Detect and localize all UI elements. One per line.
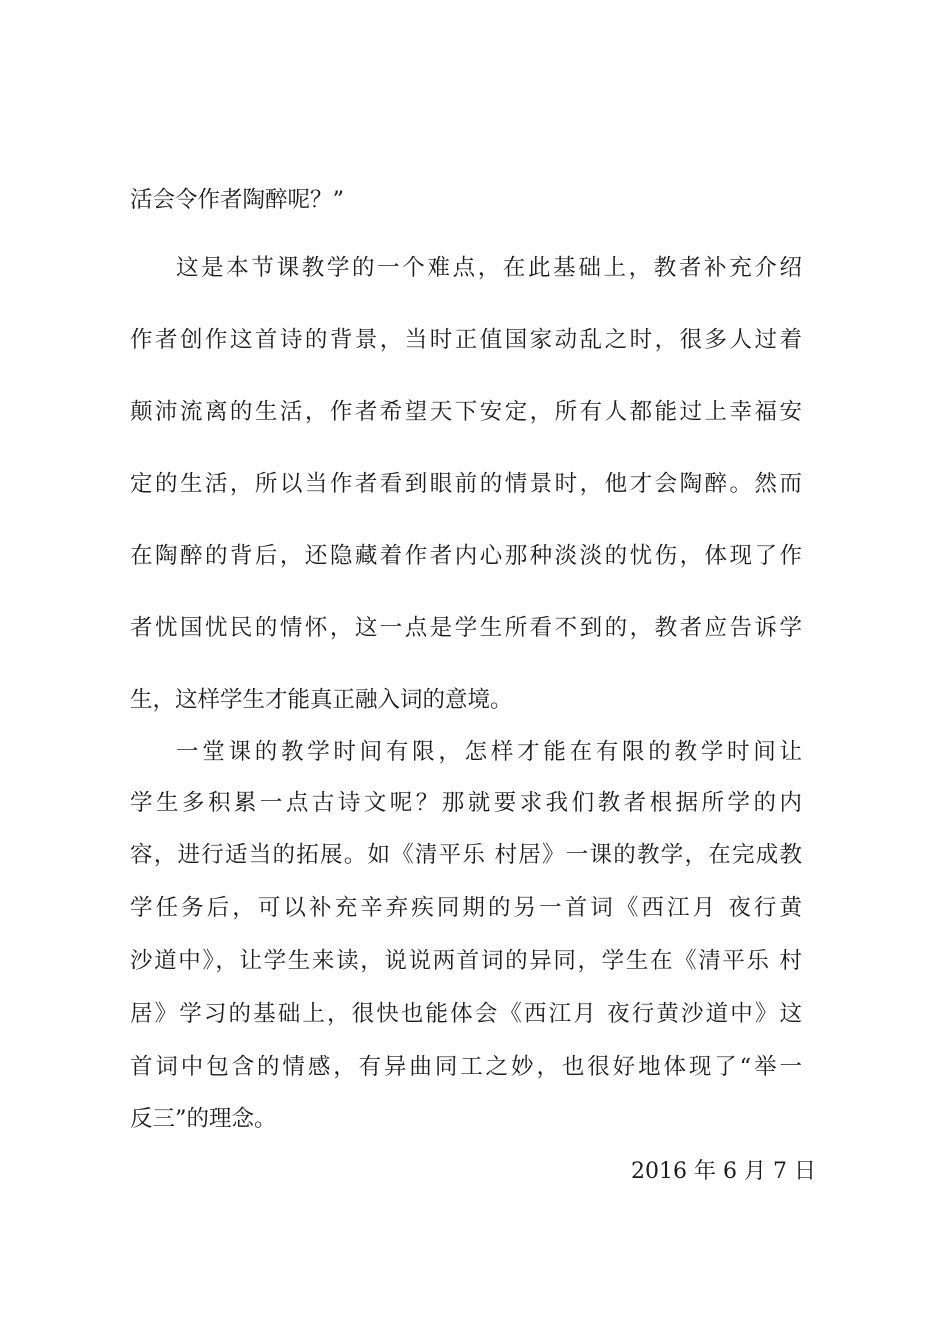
text-line: 颠沛流离的生活，作者希望天下安定，所有人都能过上幸福安 bbox=[130, 399, 802, 425]
text-line: 学任务后，可以补充辛弃疾同期的另一首词《西江月 夜行黄 bbox=[130, 895, 802, 921]
text-line: 生，这样学生才能真正融入词的意境。 bbox=[130, 687, 513, 713]
document-date: 2016 年 6 月 7 日 bbox=[631, 1159, 816, 1184]
text-line: 学生多积累一点古诗文呢？那就要求我们教者根据所学的内 bbox=[130, 790, 802, 816]
text-line: 这是本节课教学的一个难点，在此基础上，教者补充介绍 bbox=[176, 255, 802, 281]
text-line: 定的生活，所以当作者看到眼前的情景时，他才会陶醉。然而 bbox=[130, 471, 802, 497]
text-line: 活会令作者陶醉呢？” bbox=[130, 187, 345, 213]
text-line: 居》学习的基础上，很快也能体会《西江月 夜行黄沙道中》这 bbox=[130, 1001, 802, 1027]
text-line: 者忧国忧民的情怀，这一点是学生所看不到的，教者应告诉学 bbox=[130, 615, 802, 641]
text-line: 作者创作这首诗的背景，当时正值国家动乱之时，很多人过着 bbox=[130, 327, 802, 353]
text-line: 首词中包含的情感，有异曲同工之妙，也很好地体现了“举一 bbox=[130, 1054, 802, 1080]
text-line: 容，进行适当的拓展。如《清平乐 村居》一课的教学，在完成教 bbox=[130, 842, 802, 868]
text-line: 反三”的理念。 bbox=[130, 1106, 277, 1132]
text-line: 沙道中》，让学生来读，说说两首词的异同，学生在《清平乐 村 bbox=[130, 948, 802, 974]
text-line: 一堂课的教学时间有限，怎样才能在有限的教学时间让 bbox=[176, 739, 802, 765]
text-line: 在陶醉的背后，还隐藏着作者内心那种淡淡的忧伤，体现了作 bbox=[130, 543, 802, 569]
